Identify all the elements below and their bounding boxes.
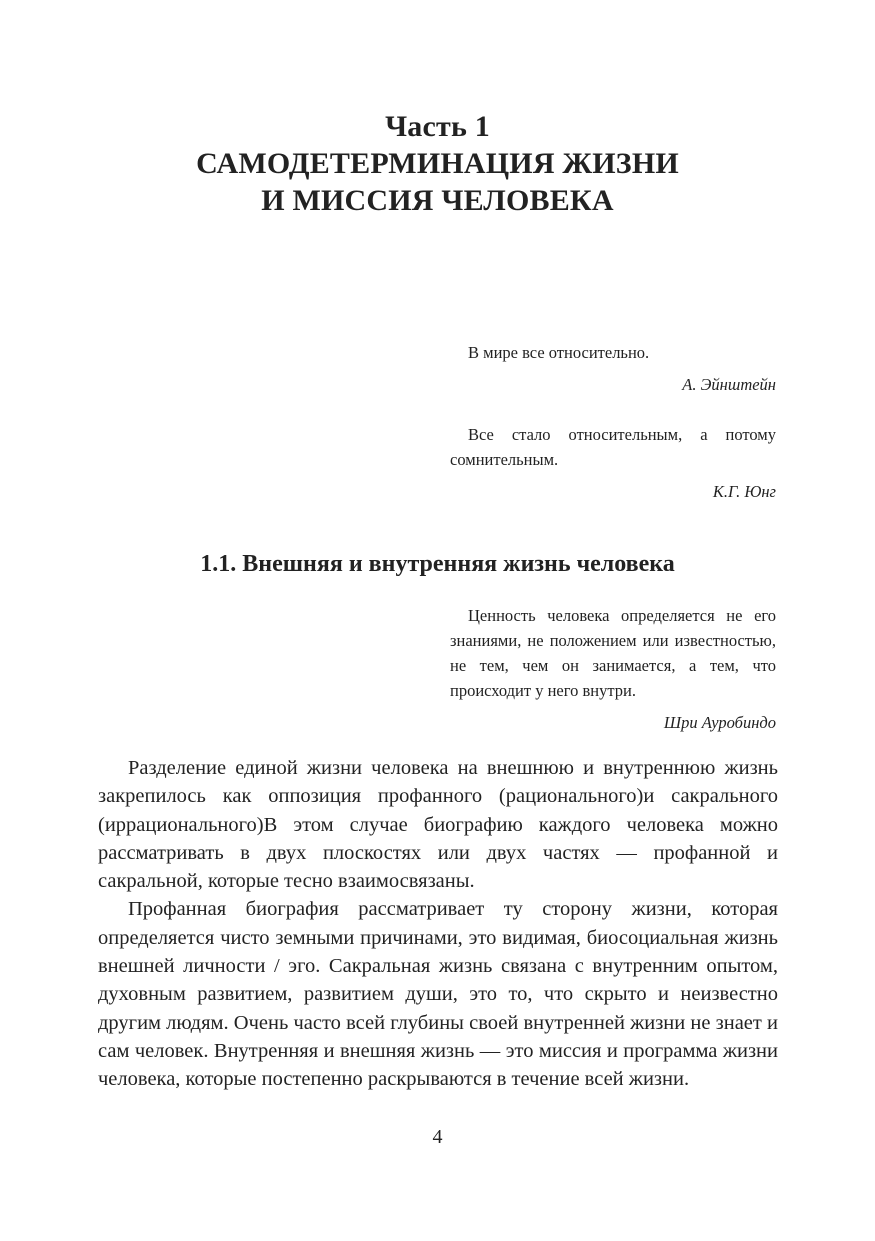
part-title-line-2: И МИССИЯ ЧЕЛОВЕКА — [261, 184, 614, 217]
part-title-line-1: САМОДЕТЕРМИНАЦИЯ ЖИЗНИ — [196, 147, 679, 180]
page-number: 4 — [432, 1126, 443, 1148]
paragraph: Профанная биография рассматривает ту сторону жизни, которая определяется чисто земными причинами, это видимая, биосоциальная жизнь внешней личности / эго. Сакральная жизнь связана с внутренним опытом, духовным развитием, развитием души, это то, что скрыто и неизвестно другим людям. Очень часто всей глубины своей внутренней жизни не знает и сам человек. Внутренняя и внешняя жизнь — это миссия и программа жизни человека, которые постепенно раскрываются в течение всей жизни. — [98, 898, 778, 1091]
epigraph-author: К.Г. Юнг — [712, 482, 776, 501]
epigraph-text: В мире все относительно. — [468, 343, 650, 362]
epigraph-jung — [450, 422, 776, 504]
part-label: Часть 1 — [385, 110, 490, 143]
epigraph-text: Все стало относительным, а потому сомнительным. — [450, 425, 776, 469]
epigraph-einstein — [450, 340, 776, 397]
part-heading — [0, 108, 875, 219]
body-text — [98, 754, 778, 1094]
paragraph: Разделение единой жизни человека на внешнюю и внутреннюю жизнь закрепилось как оппозиция профанного (рационального)и сакрального (иррационального)В этом случае биографию каждого человека можно рассматривать в двух плоскостях или двух частях — профанной и сакральной, которые тесно взаимосвязаны. — [98, 757, 778, 893]
epigraph-author: Шри Ауробиндо — [663, 713, 776, 732]
epigraph-text: Ценность человека определяется не его знаниями, не положением или известностью, не тем, чем он занимается, а тем, что происходит у него внутри. — [450, 606, 776, 700]
section-title: 1.1. Внешняя и внутренняя жизнь человека — [200, 551, 675, 577]
epigraph-author: А. Эйнштейн — [682, 375, 776, 394]
section-epigraph — [450, 603, 776, 735]
